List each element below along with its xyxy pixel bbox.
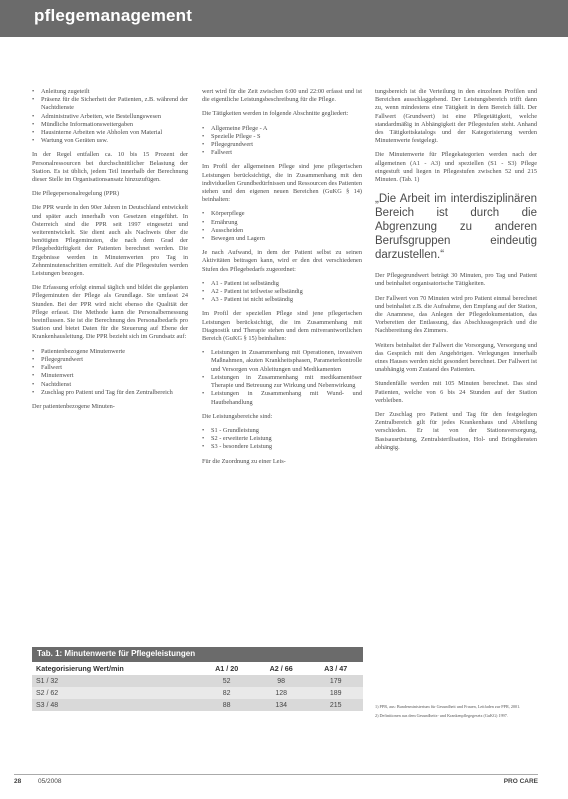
- list-item: • Präsenz für die Sicherheit der Patienten, z.B. während der Nachtdienste: [39, 96, 188, 112]
- table-cell: 179: [308, 675, 363, 687]
- list-item: • Zuschlag pro Patient und Tag für den Zentralbereich: [39, 389, 188, 397]
- list-item: • Pflegegrundwert: [39, 356, 188, 364]
- section-header: [0, 0, 568, 37]
- table-header: A3 / 47: [324, 664, 348, 673]
- table-header: A2 / 66: [269, 664, 293, 673]
- paragraph: Der patientenbezogene Minuten-: [32, 402, 115, 410]
- paragraph: Für die Zuordnung zu einer Leis-: [202, 457, 286, 465]
- table-header: Kategorisierung Wert/min: [36, 664, 124, 673]
- article-column-2: [202, 88, 362, 472]
- pull-quote: „Die Arbeit im interdisziplinären Bereich ist durch die Abgrenzung zu anderen Berufsgruppen eindeutig darzustellen.“: [375, 193, 537, 262]
- paragraph: Der Pflegegrundwert beträgt 30 Minuten, pro Tag und Patient und beinhaltet organisatorische Tätigkeiten.: [375, 272, 537, 288]
- paragraph: In der Regel entfallen ca. 10 bis 15 Prozent der Personalressourcen bei durchschnittlicher Belastung der Station. Es ist üblich, jedem Teil innerhalb der Berechnung dieser Stelle im Organisationsansatz hinzuzufügen.: [32, 151, 188, 184]
- paragraph: Im Profil der speziellen Pflege sind jene pflegerischen Leistungen berücksichtigt, die im Zusammenhang mit Diagnostik und Therapie stehen und dem mitverantwortlichen Bereich (GuKG § 15) beinhalten:: [202, 310, 362, 343]
- table-row: [32, 699, 363, 711]
- bullet-list: [202, 280, 362, 305]
- table-header: A1 / 20: [215, 664, 239, 673]
- minute-values-table: [32, 647, 363, 711]
- paragraph: Stundenfälle werden mit 105 Minuten berechnet. Das sind Patienten, welche von 6 bis 24 Stunden auf der Station verbleiben.: [375, 380, 537, 404]
- list-item: • Wartung von Geräten usw.: [39, 137, 188, 145]
- footnote: 2) Definitionen aus dem Gesundheits- und Krankenpflegegesetz (GuKG) 1997.: [375, 712, 508, 718]
- table-cell: 128: [254, 687, 309, 699]
- table-cell: 82: [199, 687, 254, 699]
- table-cell: 134: [254, 699, 309, 711]
- paragraph: Die Erfassung erfolgt einmal täglich und bildet die geplanten Pflegeminuten der Pflege als Grundlage. Sie umfasst 24 Stunden. Bei der PPR wird nicht ebenso die Qualität der Pflege erfasst. Die Methode kann die Personalbemessung beeinflussen. Sie ist die Berechnung des Personalbedarfs pro Station und bietet Daten für die Steuerung auf Ebene der Krankenhausleitung. Die PPR bezieht sich im Grundsatz auf:: [32, 284, 188, 341]
- bullet-list: [202, 125, 362, 158]
- page-footer: [0, 768, 568, 799]
- list-item: • Leistungen in Zusammenhang mit Wund- und Hautbehandlung: [209, 390, 362, 406]
- page-number: 28: [14, 778, 22, 785]
- section-title: pflegemanagement: [34, 6, 193, 25]
- subheading: Die Pflegepersonalregelung (PPR): [32, 190, 120, 198]
- paragraph: Der Zuschlag pro Patient und Tag für den festgelegten Zentralbereich gilt für jedes Krankenhaus und Abteilung verschieden. Er ist von der Stationsversorgung, Basisausrüstung, Zentralsterilisation, Hol- und Bringdiensten abhängig.: [375, 411, 537, 451]
- bullet-list: [32, 348, 188, 397]
- paragraph: Die Leistungsbereiche sind:: [202, 412, 273, 420]
- table-cell: 52: [199, 675, 254, 687]
- data-table: [32, 662, 363, 711]
- list-item: • Bewegen und Lagern: [209, 235, 362, 243]
- paragraph: Die PPR wurde in den 90er Jahren in Deutschland entwickelt und später auch innerhalb von Gesetzen eingeführt. In Österreich sind die PPR seit 1997 eingesetzt und weiterentwickelt. Sie dient auch als Nachweis über die benötigten Pflegeminuten, die nach dem Grad der Pflegebedürftigkeit der Patienten berechnet werden. Die Ergebnisse werden in Minutenwerten pro Tag in Zehnminutenschritten ermittelt. Auf die Pflegestufen werden Leistungen bezogen.: [32, 204, 188, 278]
- paragraph: tungsbereich ist die Verteilung in den einzelnen Profilen und Bereichen ausschlaggebend. Der Leistungsbereich trifft dann zu, wenn mindestens eine Tätigkeit in dem Bereich fällt. Der Fallwert (Grundwert) ist eine Pflegetätigkeit, welche standardmäßig in Abhängigkeit der Pflegestufen steht. Anhand des Tätigkeitskatalogs und der Kategorisierung werden Minutenwerte festgelegt.: [375, 88, 537, 145]
- list-item: • Körperpflege: [209, 210, 362, 218]
- footnote: 1) PPR, aus: Bundesministerium für Gesundheit und Frauen, Leitfaden zur PPR, 2001.: [375, 704, 521, 709]
- table-cell: 98: [254, 675, 309, 687]
- list-item: • Pflegegrundwert: [209, 141, 362, 149]
- bullet-list: [32, 88, 188, 145]
- footnotes: [375, 704, 537, 721]
- list-item: • Fallwert: [39, 364, 188, 372]
- list-item: • A2 - Patient ist teilweise selbständig: [209, 288, 362, 296]
- list-item: • S1 - Grundleistung: [209, 427, 362, 435]
- bullet-list: [202, 210, 362, 243]
- table-cell: S3 / 48: [32, 699, 199, 711]
- list-item: • A1 - Patient ist selbständig: [209, 280, 362, 288]
- list-item: • Fallwert: [209, 149, 362, 157]
- issue-date: 05/2008: [38, 778, 62, 785]
- list-item: • Leistungen in Zusammenhang mit medikamentöser Therapie und Betreuung zur Wirkung und Nebenwirkung: [209, 374, 362, 390]
- paragraph: Je nach Aufwand, in dem der Patient selbst zu seinen Aktivitäten beitragen kann, wird er den drei verschiedenen Stufen des Pflegebedarfs zugeordnet:: [202, 249, 362, 273]
- paragraph: Weiters beinhaltet der Fallwert die Vorsorgung, Versorgung und das Gespräch mit den Angehörigen. Verlegungen innerhalb eines Hauses werden nicht gesondert berechnet. Der Fallwert ist unabhängig vom Zustand des Patienten.: [375, 341, 537, 374]
- bullet-list: [202, 349, 362, 406]
- paragraph: wert wird für die Zeit zwischen 6:00 und 22:00 erfasst und ist die eigentliche Leistungsbeschreibung für die Pflege.: [202, 88, 362, 104]
- list-item: • Administrative Arbeiten, wie Bestellungswesen: [39, 113, 188, 121]
- table-title: Tab. 1: Minutenwerte für Pflegeleistungen: [32, 647, 363, 662]
- list-item: • Ausscheiden: [209, 227, 362, 235]
- list-item: • Nachtdienst: [39, 381, 188, 389]
- table-cell: 215: [308, 699, 363, 711]
- table-header-row: [32, 662, 363, 675]
- table-cell: S1 / 32: [32, 675, 199, 687]
- list-item: • Allgemeine Pflege - A: [209, 125, 362, 133]
- list-item: • Ernährung: [209, 219, 362, 227]
- list-item: • A3 - Patient ist nicht selbständig: [209, 296, 362, 304]
- table-cell: 189: [308, 687, 363, 699]
- table-cell: 88: [199, 699, 254, 711]
- magazine-name: PRO CARE: [503, 778, 538, 785]
- paragraph: Der Fallwert von 70 Minuten wird pro Patient einmal berechnet und beinhaltet z.B. die Aufnahme, den Empfang auf der Station, die Anamnese, das Anlegen der Pflegedokumentation, das Vorbereiten der Entlassung, das Abschlussgespräch und die Nachbereitung des Zimmers.: [375, 294, 537, 335]
- list-item: • Anleitung zugeteilt: [39, 88, 188, 96]
- table-cell: S2 / 62: [32, 687, 199, 699]
- list-item: • Hausinterne Arbeiten wie Abholen von Material: [39, 129, 188, 137]
- list-item: • Spezielle Pflege - S: [209, 133, 362, 141]
- table-row: [32, 675, 363, 687]
- paragraph: Die Tätigkeiten werden in folgende Abschnitte gegliedert:: [202, 110, 349, 118]
- list-item: • Mündliche Informationsweitergaben: [39, 121, 188, 129]
- footer-divider: [14, 774, 538, 775]
- list-item: • Leistungen in Zusammenhang mit Operationen, invasiven Maßnahmen, akuten Krankheitsphasen, Parameterkontrolle und Versorgen von Ableitungen und Medikamenten: [209, 349, 362, 374]
- bullet-list: [202, 427, 362, 452]
- paragraph: Die Minutenwerte für Pflegekategorien werden nach der allgemeinen (A1 - A3) und speziellen (S1 - S3) Pflege eingestuft und liegen in Pflegestufen zwischen 52 und 215 Minuten. (Tab. 1): [375, 151, 537, 184]
- list-item: • S2 - erweiterte Leistung: [209, 435, 362, 443]
- table-row: [32, 687, 363, 699]
- article-column-3: [375, 88, 537, 458]
- article-column-1: [32, 88, 188, 417]
- list-item: • Minutenwert: [39, 372, 188, 380]
- list-item: • S3 - besondere Leistung: [209, 443, 362, 451]
- paragraph: Im Profil der allgemeinen Pflege sind jene pflegerischen Leistungen berücksichtigt, die in Zusammenhang mit den individuellen Grundbedürfnissen und Ressourcen des Patienten stehen und den eigenen neuen Bereichen (GuKG § 14) beinhalten:: [202, 163, 362, 204]
- list-item: • Patientenbezogene Minutenwerte: [39, 348, 188, 356]
